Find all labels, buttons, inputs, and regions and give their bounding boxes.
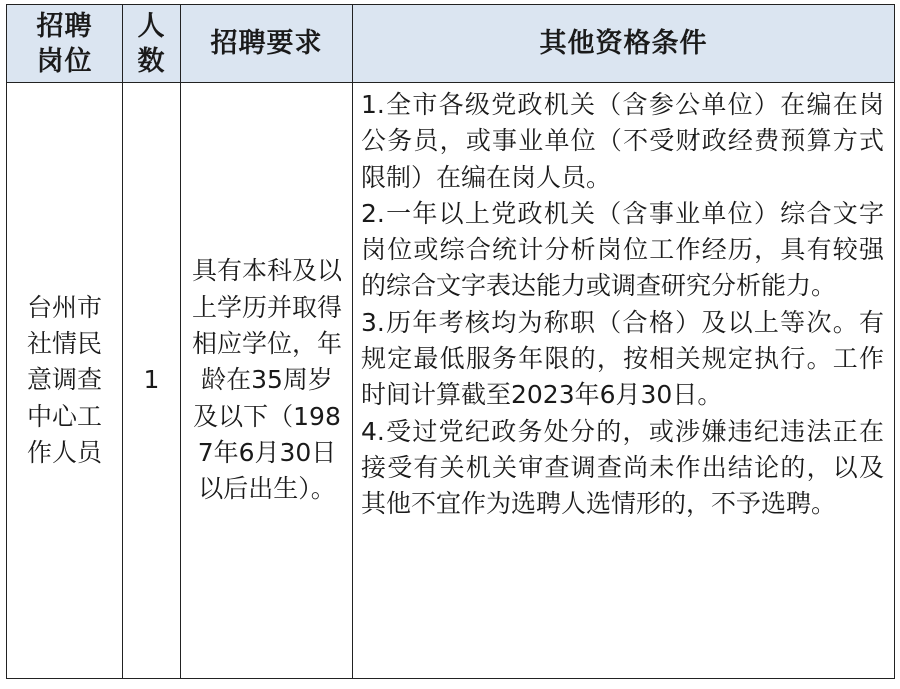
condition-item-4: 4.受过党纪政务处分的，或涉嫌违纪违法正在接受有关机关审查调查尚未作出结论的，以及其他不宜作为选聘人选情形的，不予选聘。: [361, 416, 884, 519]
header-position-label: 招聘岗位: [36, 10, 93, 77]
header-requirements: [181, 5, 353, 83]
cell-count: [123, 83, 181, 679]
cell-other-conditions: [353, 83, 895, 679]
position-text: 台州市社情民意调查中心工作人员: [26, 292, 102, 467]
condition-item-1: 1.全市各级党政机关（含参公单位）在编在岗公务员，或事业单位（不受财政经费预算方式限制）在编在岗人员。: [361, 90, 884, 192]
table-header-row: [7, 5, 895, 83]
header-other-conditions-label: 其他资格条件: [539, 28, 708, 59]
header-position: [7, 5, 123, 83]
table-row: [7, 83, 895, 679]
header-count: [123, 5, 181, 83]
requirements-text: 具有本科及以上学历并取得相应学位，年龄在35周岁及以下（1987年6月30日以后出生）。: [191, 256, 342, 504]
header-count-label: 人数: [137, 10, 166, 77]
header-other-conditions: [353, 5, 895, 83]
recruitment-table: [6, 4, 895, 679]
header-requirements-label: 招聘要求: [210, 28, 323, 59]
cell-requirements: [181, 83, 353, 679]
condition-item-3: 3.历年考核均为称职（合格）及以上等次。有规定最低服务年限的，按相关规定执行。工作时间计算截至2023年6月30日。: [361, 307, 884, 410]
condition-item-2: 2.一年以上党政机关（含事业单位）综合文字岗位或综合统计分析岗位工作经历，具有较强的综合文字表达能力或调查研究分析能力。: [361, 198, 884, 301]
cell-position: [7, 83, 123, 679]
count-text: 1: [143, 365, 160, 395]
